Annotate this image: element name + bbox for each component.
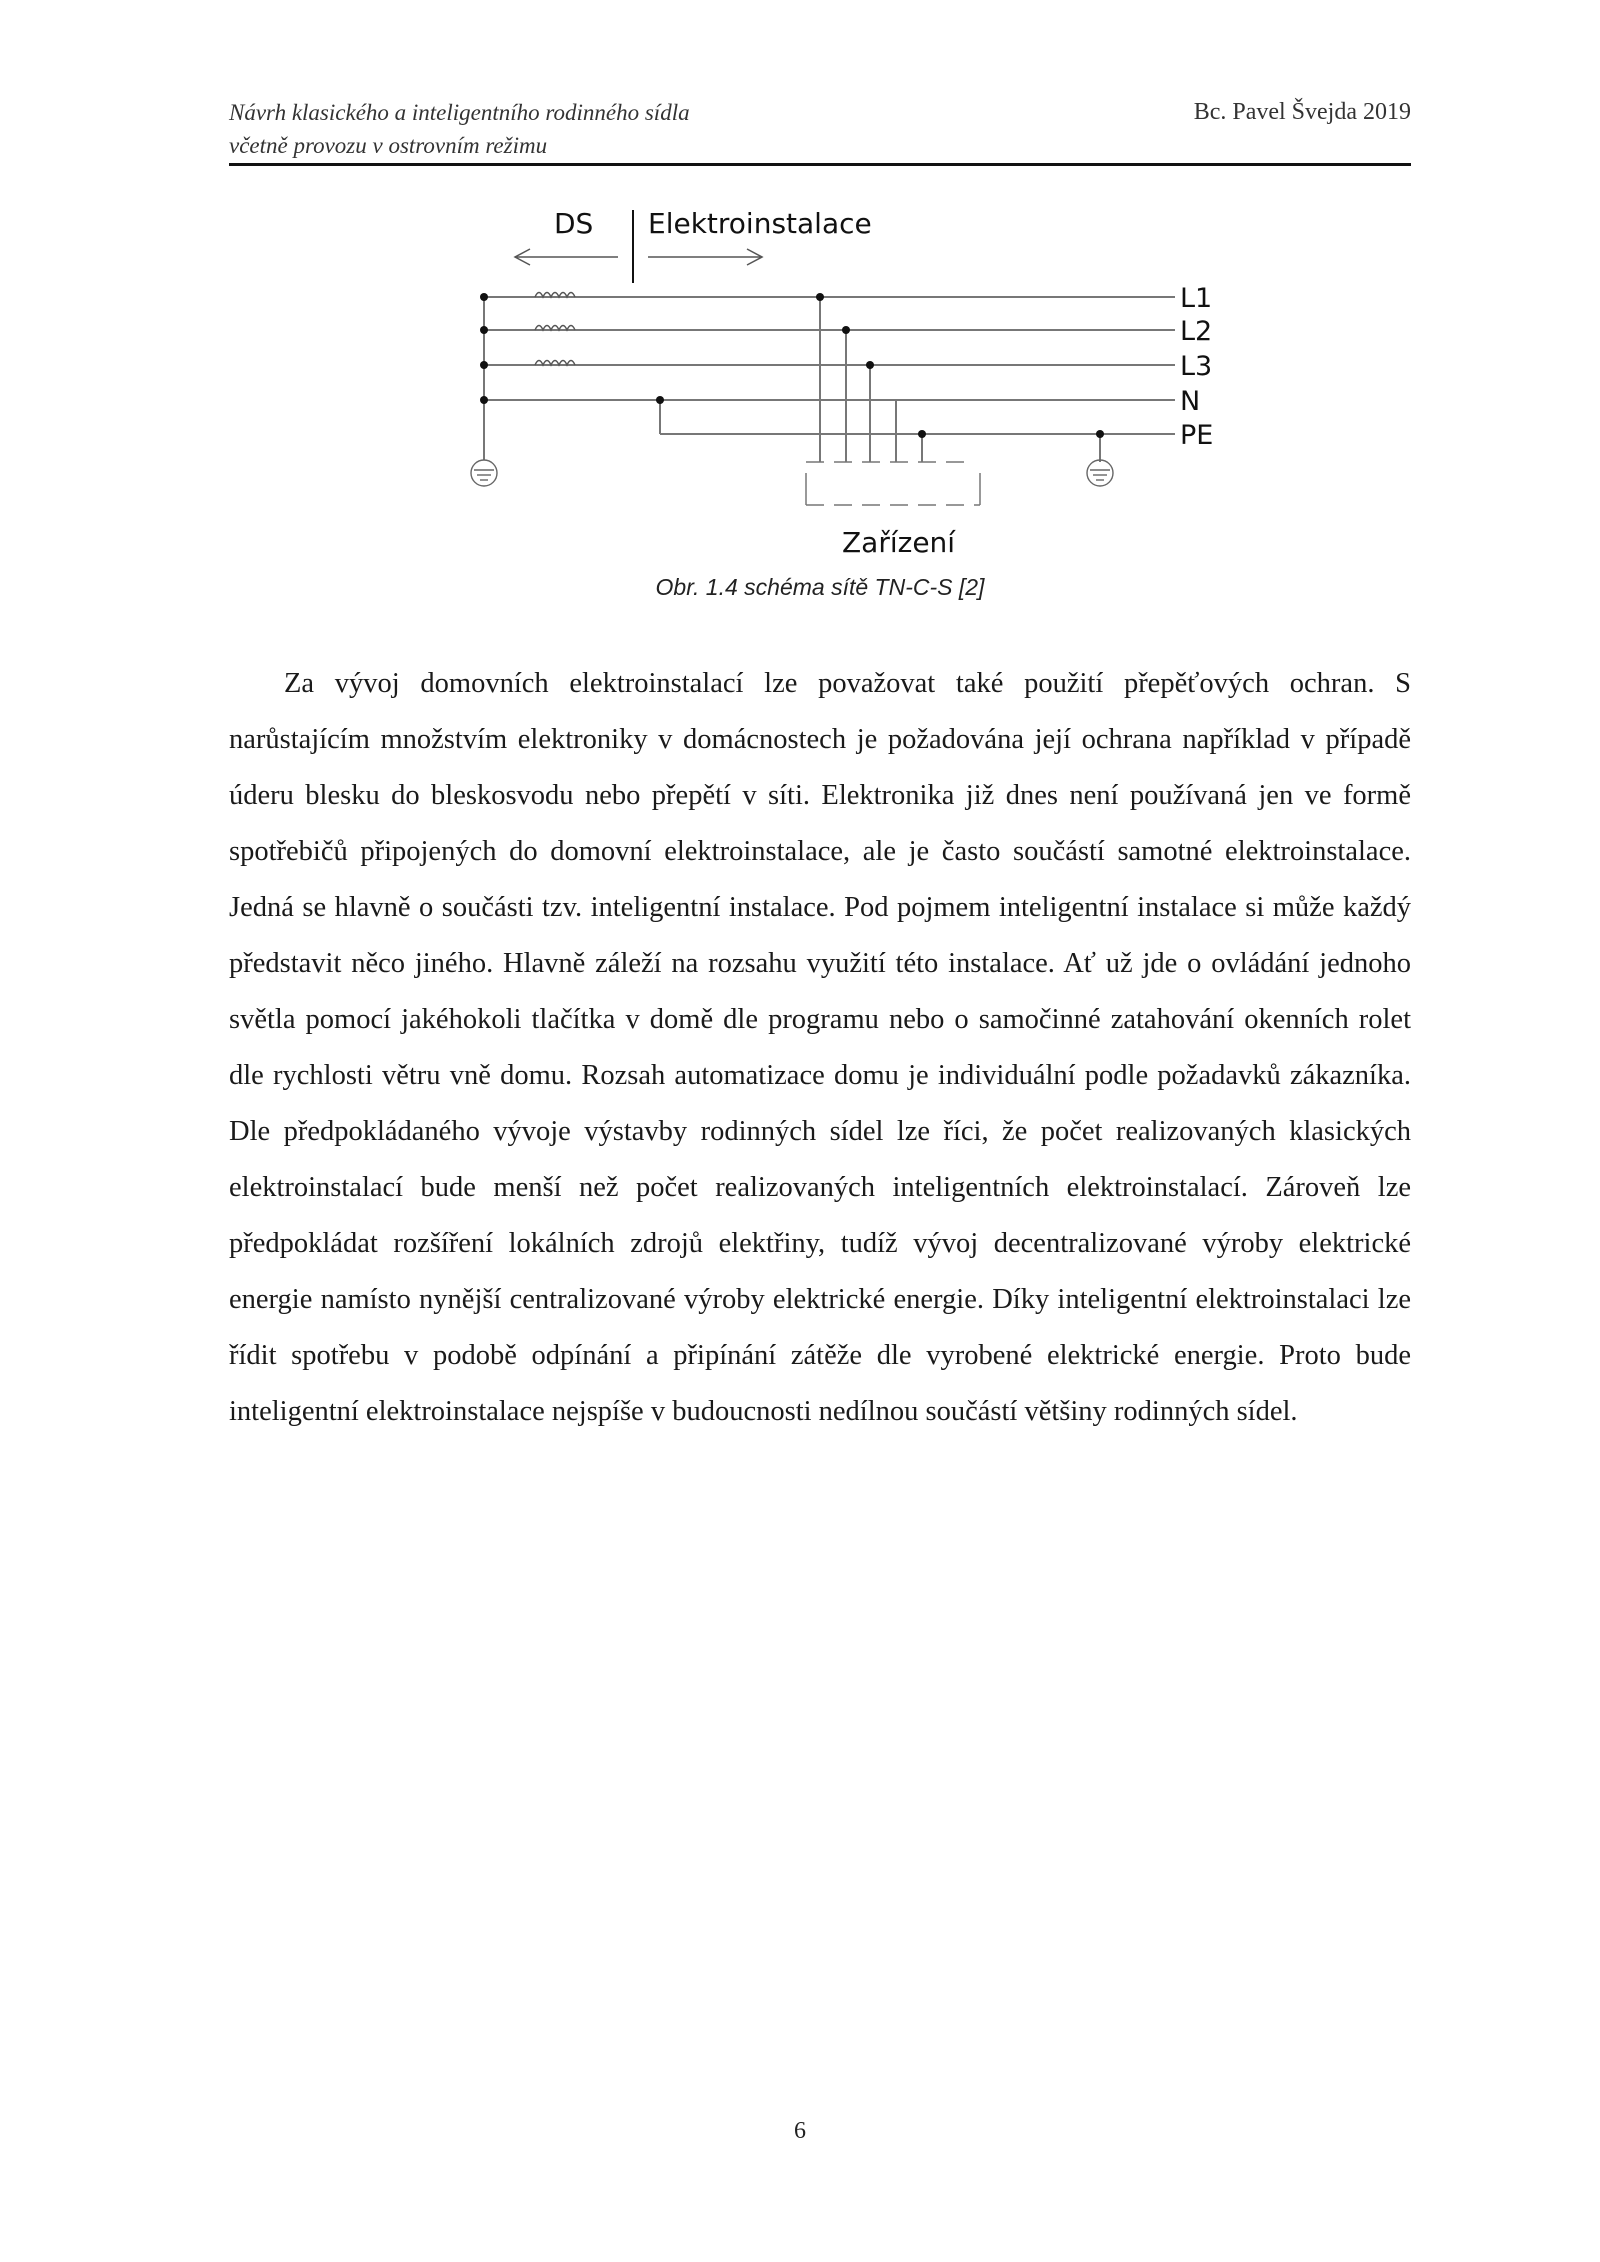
ground-symbol-pe	[1087, 460, 1113, 486]
conductor-labels	[1180, 283, 1213, 451]
document-title-line-1: Návrh klasického a inteligentního rodinného sídla	[229, 100, 690, 125]
label-l1: L1	[1180, 283, 1213, 314]
label-device: Zařízení	[842, 526, 956, 559]
label-elektroinstalace: Elektroinstalace	[648, 207, 872, 240]
transformer-windings	[535, 293, 575, 366]
figure-caption: Obr. 1.4 schéma sítě TN-C-S [2]	[655, 574, 985, 600]
label-l2: L2	[1180, 316, 1213, 347]
ground-symbol-source	[471, 460, 497, 486]
arrow-left-ds	[515, 249, 618, 265]
header-divider	[229, 163, 1411, 166]
label-ds: DS	[554, 207, 594, 240]
page-header	[229, 96, 1411, 162]
tn-c-s-network-diagram	[460, 200, 1260, 580]
device-connections	[820, 297, 922, 462]
page-number: 6	[794, 2118, 806, 2144]
document-title-line-2: včetně provozu v ostrovním režimu	[229, 133, 548, 158]
body-paragraph: Za vývoj domovních elektroinstalací lze považovat také použití přepěťových ochran. S narůstajícím množstvím elektroniky v domácnostech je požadována její ochrana například v případě úderu blesku do bleskosvodu nebo přepětí v síti. Elektronika již dnes není používaná jen ve formě spotřebičů připojených do domovní elektroinstalace, ale je často součástí samotné elektroinstalace. Jedná se hlavně o součásti tzv. inteligentní instalace. Pod pojmem inteligentní instalace si může každý představit něco jiného. Hlavně záleží na rozsahu využití této instalace. Ať už jde o ovládání jednoho světla pomocí jakéhokoli tlačítka v domě dle programu nebo o samočinné zatahování okenních rolet dle rychlosti větru vně domu. Rozsah automatizace domu je individuální podle požadavků zákazníka. Dle předpokládaného vývoje výstavby rodinných sídel lze říci, že počet realizovaných klasických elektroinstalací bude menší než počet realizovaných inteligentních elektroinstalací. Zároveň lze předpokládat rozšíření lokálních zdrojů elektřiny, tudíž vývoj decentralizované výroby elektrické energie namísto nynější centralizované výroby elektrické energie. Díky inteligentní elektroinstalaci lze řídit spotřebu v podobě odpínání a připínání zátěže dle vyrobené elektrické energie. Proto bude inteligentní elektroinstalace nejspíše v budoucnosti nedílnou součástí většiny rodinných sídel.	[229, 668, 1411, 1427]
label-n: N	[1180, 386, 1201, 417]
arrow-right-elektroinstalace	[648, 249, 762, 265]
label-l3: L3	[1180, 351, 1213, 382]
device-box	[806, 462, 980, 505]
label-pe: PE	[1180, 420, 1214, 451]
author-year: Bc. Pavel Švejda 2019	[1193, 99, 1411, 125]
